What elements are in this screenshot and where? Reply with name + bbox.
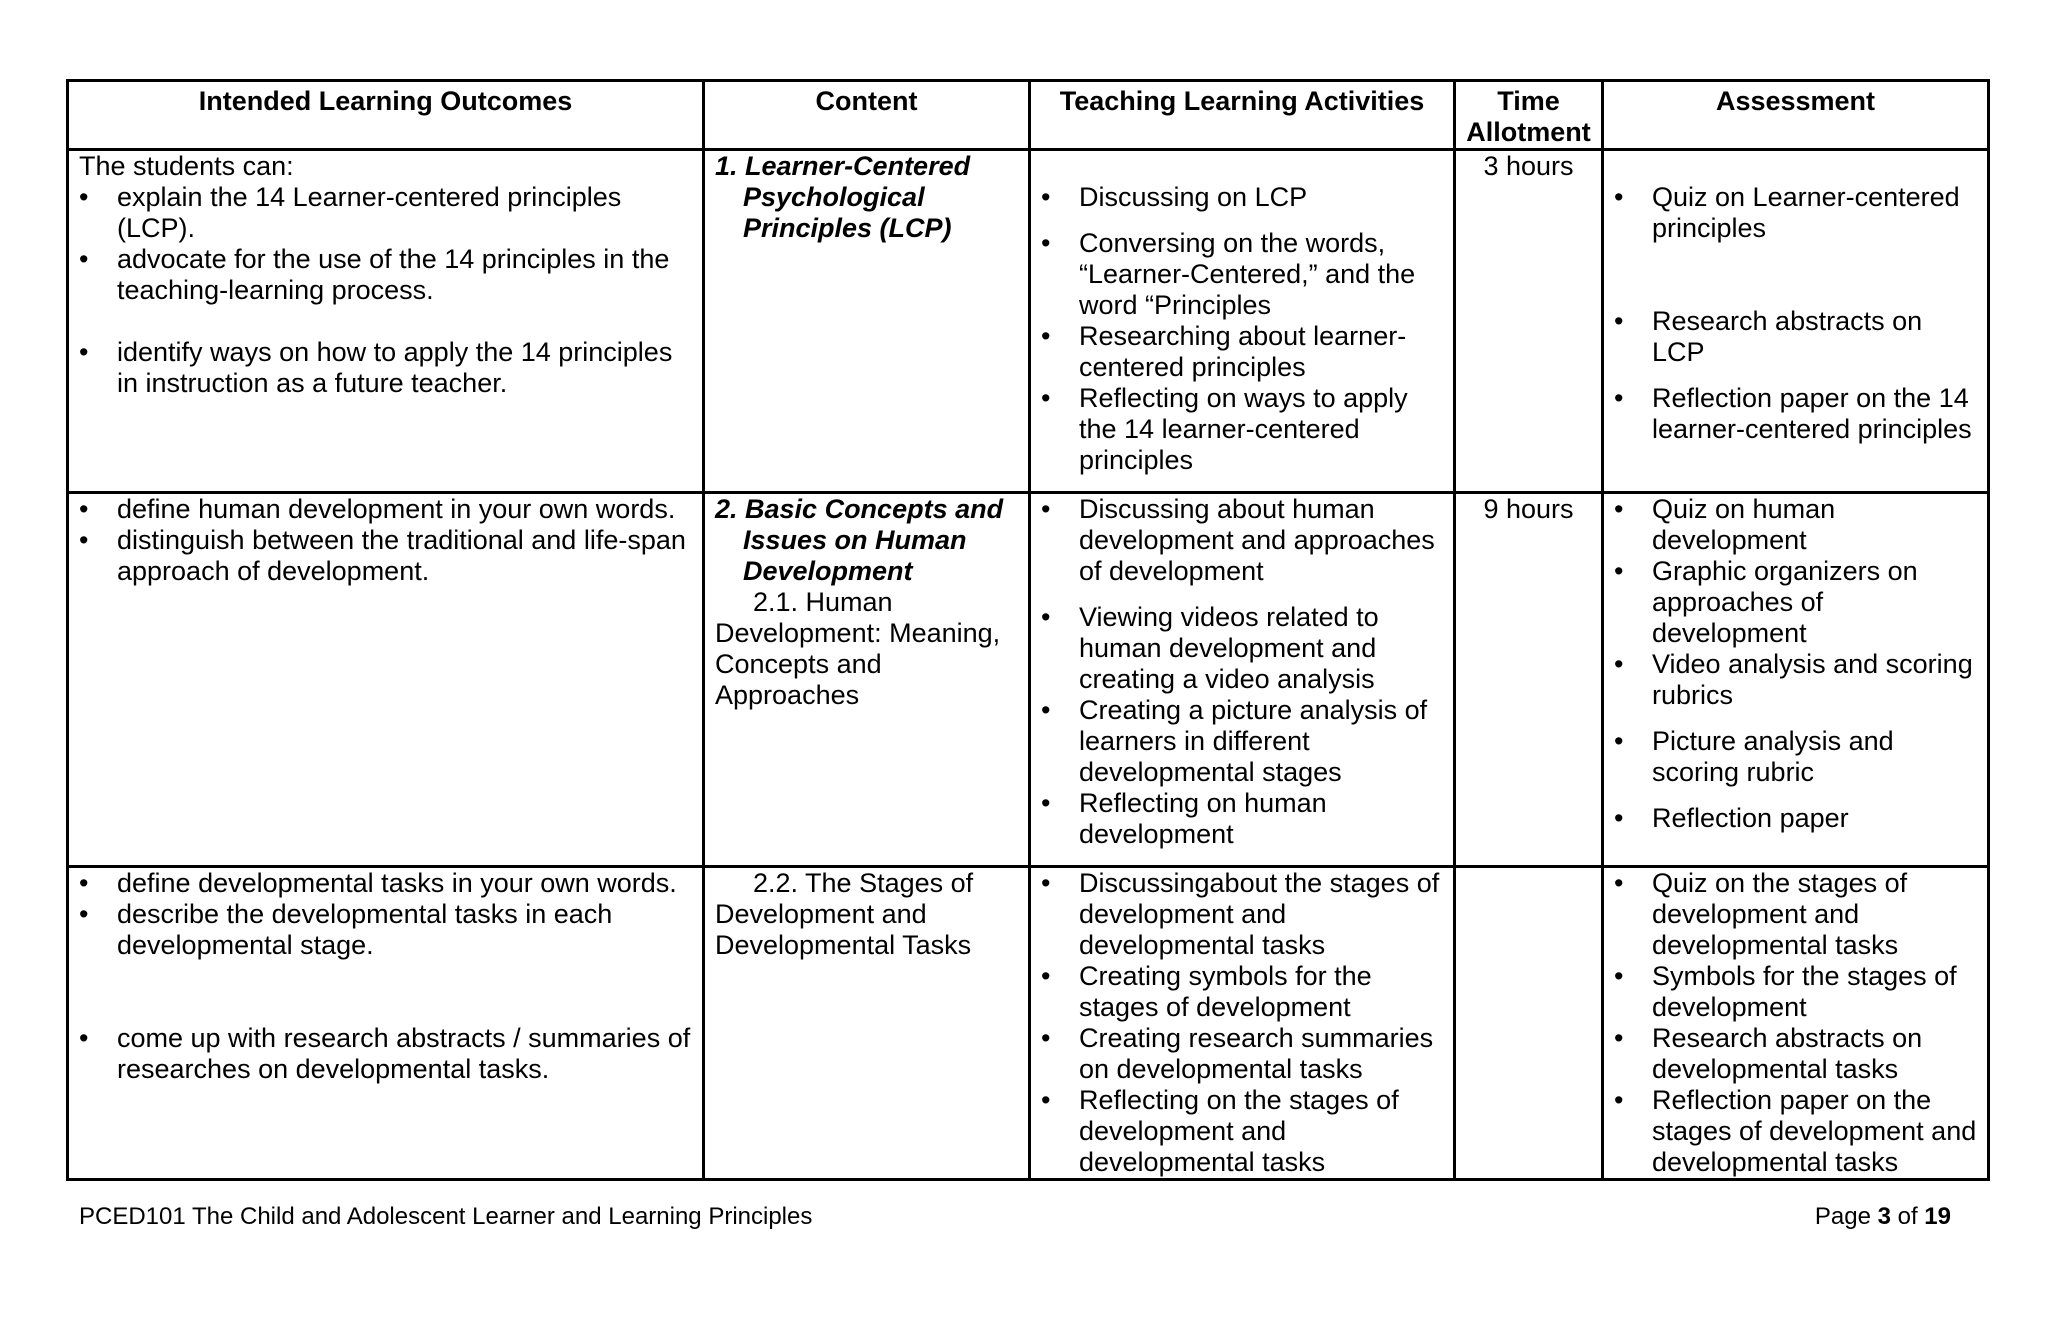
- page-total: 19: [1924, 1203, 1951, 1230]
- list-item: • Conversing on the words, “Learner-Centered,” and the word “Principles: [1041, 228, 1443, 321]
- activities-list: [1041, 602, 1443, 850]
- table-row: [68, 150, 1989, 493]
- table-row: [68, 867, 1989, 1180]
- page-current: 3: [1877, 1203, 1891, 1230]
- list-item: • Quiz on human development: [1614, 494, 1977, 556]
- time-cell: 3 hours: [1455, 150, 1603, 493]
- activities-cell: [1030, 867, 1455, 1180]
- list-item: • define human development in your own words.: [79, 494, 692, 525]
- list-item: • Reflection paper: [1614, 803, 1977, 834]
- syllabus-table: [66, 79, 1990, 1181]
- activities-list: [1041, 182, 1443, 213]
- list-item: • Reflecting on the stages of development and developmental tasks: [1041, 1085, 1443, 1178]
- list-item: • Quiz on Learner-centered principles: [1614, 182, 1977, 244]
- list-item: • Symbols for the stages of development: [1614, 961, 1977, 1023]
- assessment-list: [1614, 182, 1977, 244]
- activities-cell: [1030, 150, 1455, 493]
- list-item: • Reflecting on human development: [1041, 788, 1443, 850]
- spacer: [1041, 151, 1443, 182]
- list-item: • advocate for the use of the 14 principles in the teaching-learning process.: [79, 244, 692, 306]
- spacer: [1614, 151, 1977, 182]
- activities-list: [1041, 228, 1443, 476]
- assessment-list: [1614, 494, 1977, 711]
- activities-list: [1041, 494, 1443, 587]
- table-header-row: [68, 81, 1989, 150]
- assessment-list: [1614, 306, 1977, 368]
- page-label: Page: [1814, 1203, 1878, 1230]
- list-item: • Reflection paper on the 14 learner-centered principles: [1614, 383, 1977, 445]
- header-time: Time Allotment: [1455, 81, 1603, 150]
- page-of-label: of: [1890, 1203, 1925, 1230]
- list-item: • Discussing on LCP: [1041, 182, 1443, 213]
- list-item: • Creating research summaries on developmental tasks: [1041, 1023, 1443, 1085]
- footer-course-title: PCED101 The Child and Adolescent Learner and Learning Principles: [79, 1203, 813, 1230]
- content-title: 2. Basic Concepts and Issues on Human Development: [715, 494, 1004, 586]
- list-item: • identify ways on how to apply the 14 principles in instruction as a future teacher.: [79, 337, 692, 399]
- list-item: • Video analysis and scoring rubrics: [1614, 649, 1977, 711]
- list-item: • explain the 14 Learner-centered principles (LCP).: [79, 182, 692, 244]
- header-activities: Teaching Learning Activities: [1030, 81, 1455, 150]
- content-subtopic: 2.1. Human Development: Meaning, Concepts and Approaches: [715, 587, 1001, 710]
- list-item: • Discussingabout the stages of development and developmental tasks: [1041, 868, 1443, 961]
- table-row: [68, 493, 1989, 867]
- spacer: [1614, 711, 1977, 726]
- spacer: [1041, 213, 1443, 228]
- spacer: [1614, 275, 1977, 306]
- content-cell: [704, 493, 1030, 867]
- time-cell: [1455, 867, 1603, 1180]
- content-cell: [704, 150, 1030, 493]
- assessment-cell: [1603, 493, 1989, 867]
- assessment-list: [1614, 383, 1977, 445]
- spacer: [79, 306, 692, 337]
- activities-list: [1041, 868, 1443, 1178]
- content-title: 1. Learner-Centered Psychological Principles (LCP): [715, 151, 971, 243]
- list-item: • Reflecting on ways to apply the 14 learner-centered principles: [1041, 383, 1443, 476]
- list-item: • define developmental tasks in your own words.: [79, 868, 692, 899]
- spacer: [79, 992, 692, 1023]
- assessment-cell: [1603, 867, 1989, 1180]
- activities-cell: [1030, 493, 1455, 867]
- list-item: • distinguish between the traditional and life-span approach of development.: [79, 525, 692, 587]
- outcomes-list: [79, 868, 692, 961]
- header-content: Content: [704, 81, 1030, 150]
- list-item: • describe the developmental tasks in each developmental stage.: [79, 899, 692, 961]
- spacer: [79, 961, 692, 992]
- list-item: • Viewing videos related to human development and creating a video analysis: [1041, 602, 1443, 695]
- list-item: • Quiz on the stages of development and developmental tasks: [1614, 868, 1977, 961]
- header-outcomes: Intended Learning Outcomes: [68, 81, 704, 150]
- list-item: • Researching about learner-centered principles: [1041, 321, 1443, 383]
- outcomes-intro: The students can:: [79, 151, 294, 181]
- list-item: • Research abstracts on LCP: [1614, 306, 1977, 368]
- spacer: [1614, 368, 1977, 383]
- outcomes-list: [79, 182, 692, 306]
- list-item: • come up with research abstracts / summaries of researches on developmental tasks.: [79, 1023, 692, 1085]
- assessment-list: [1614, 803, 1977, 834]
- list-item: • Picture analysis and scoring rubric: [1614, 726, 1977, 788]
- outcomes-list: [79, 337, 692, 399]
- list-item: • Creating symbols for the stages of development: [1041, 961, 1443, 1023]
- header-assessment: Assessment: [1603, 81, 1989, 150]
- list-item: • Creating a picture analysis of learners in different developmental stages: [1041, 695, 1443, 788]
- list-item: • Research abstracts on developmental tasks: [1614, 1023, 1977, 1085]
- assessment-list: [1614, 868, 1977, 1178]
- outcomes-cell: [68, 867, 704, 1180]
- outcomes-cell: [68, 150, 704, 493]
- assessment-cell: [1603, 150, 1989, 493]
- list-item: • Reflection paper on the stages of development and developmental tasks: [1614, 1085, 1977, 1178]
- outcomes-list: [79, 494, 692, 587]
- spacer: [1614, 244, 1977, 275]
- content-cell: [704, 867, 1030, 1180]
- spacer: [1041, 587, 1443, 602]
- content-subtopic: 2.2. The Stages of Development and Developmental Tasks: [715, 868, 974, 960]
- time-cell: 9 hours: [1455, 493, 1603, 867]
- assessment-list: [1614, 726, 1977, 788]
- list-item: • Discussing about human development and approaches of development: [1041, 494, 1443, 587]
- outcomes-cell: [68, 493, 704, 867]
- spacer: [1614, 788, 1977, 803]
- list-item: • Graphic organizers on approaches of development: [1614, 556, 1977, 649]
- footer-page-number: [1815, 1203, 1951, 1231]
- outcomes-list: [79, 1023, 692, 1085]
